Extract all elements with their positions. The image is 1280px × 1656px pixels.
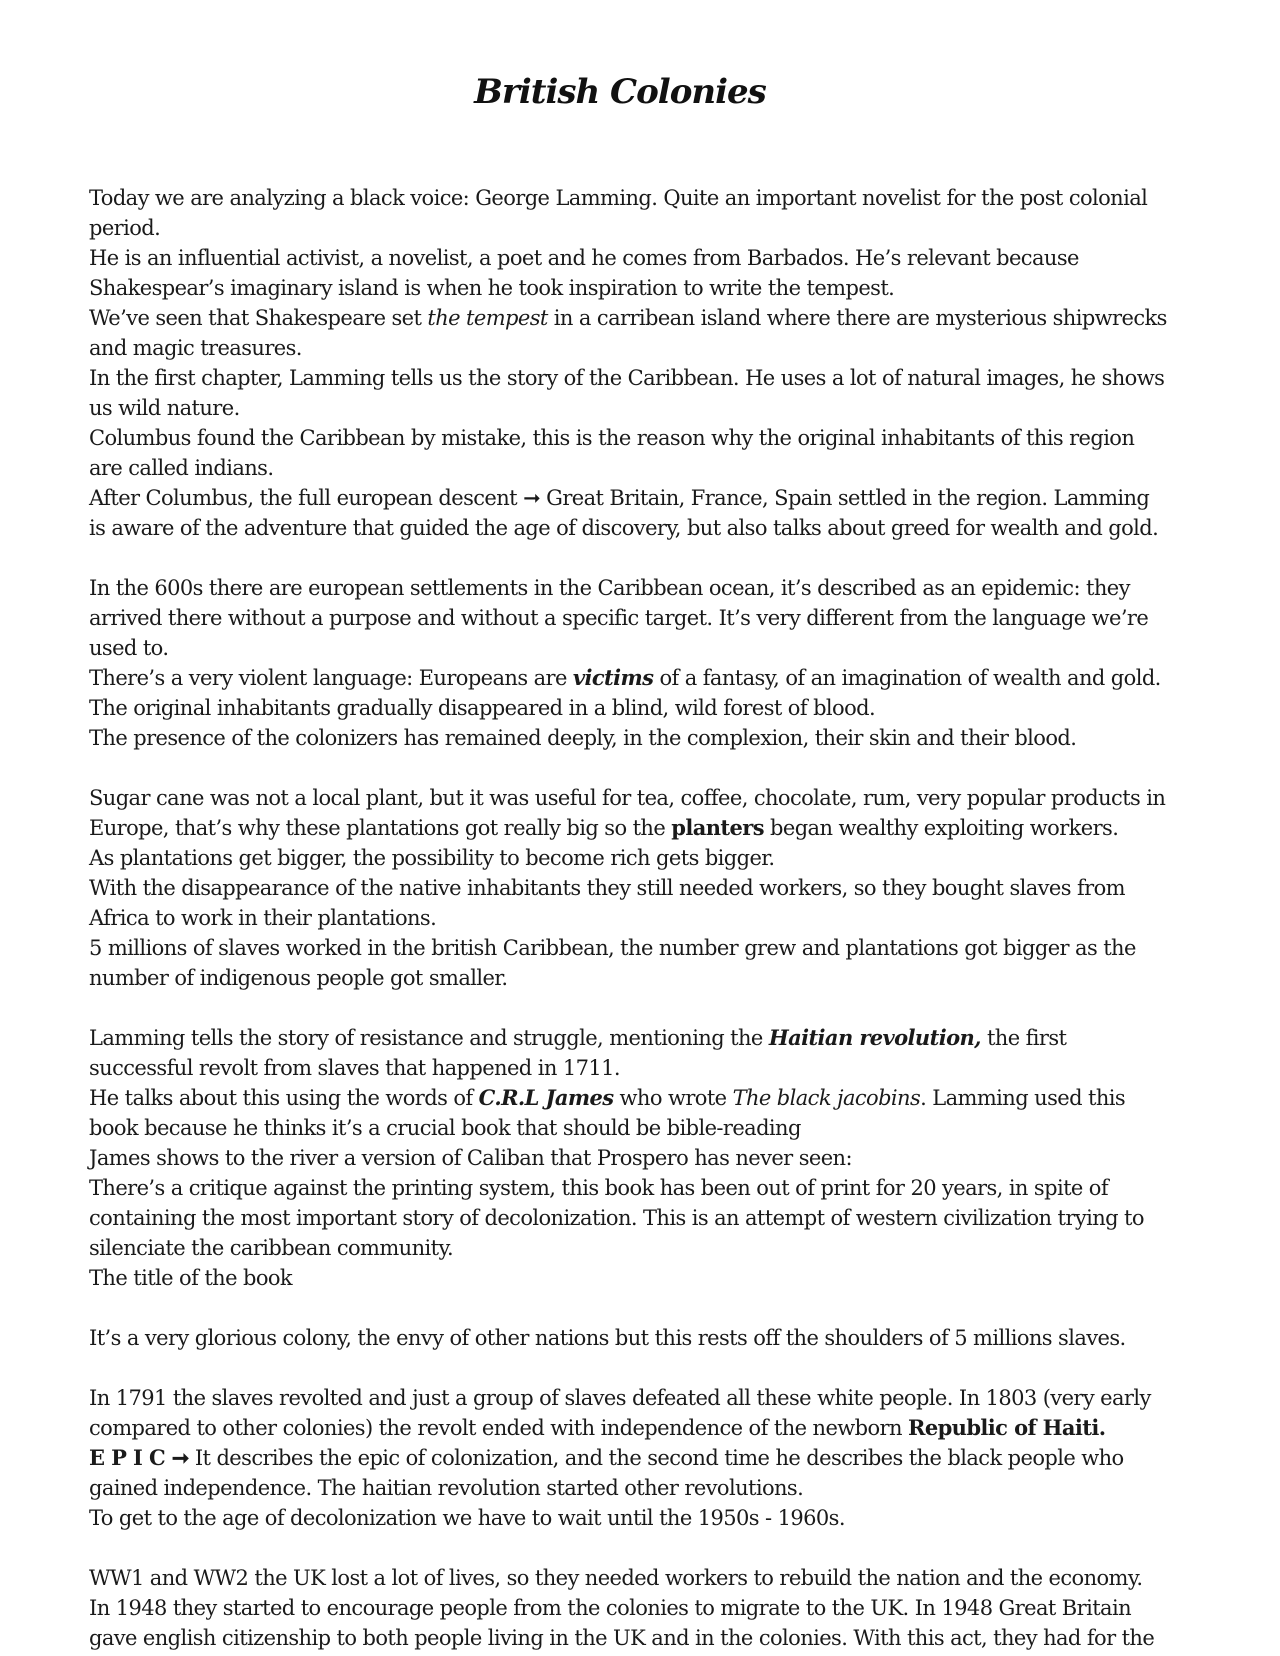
paragraph-gap [89,1353,1169,1383]
paragraph: Today we are analyzing a black voice: George Lamming. Quite an important novelist for the post colonial period. [89,186,1148,240]
text-run: the first successful revolt from slaves that happened in 1711. [89,1026,1067,1080]
paragraph: 5 millions of slaves worked in the british Caribbean, the number grew and plantations got bigger as the number of indigenous people got smaller. [89,936,1136,990]
text-run: Sugar cane was not a local plant, but it was useful for tea, coffee, chocolate, rum, very popular products in Europe, that’s why these plantations got really big so the [89,786,1166,840]
paragraph [89,1383,1169,1443]
text-run: in a carribean island where there are mysterious shipwrecks and magic treasures. [89,306,1167,360]
paragraph: Columbus found the Caribbean by mistake, this is the reason why the original inhabitants of this region are called indians. [89,426,1135,480]
paragraph: The title of the book [89,1266,293,1290]
paragraph: He is an influential activist, a novelist, a poet and he comes from Barbados. He’s relevant because Shakespear’s imaginary island is when he took inspiration to write the tempest. [89,246,1079,300]
paragraph: It’s a very glorious colony, the envy of other nations but this rests off the shoulders of 5 millions slaves. [89,1326,1126,1350]
paragraph: James shows to the river a version of Caliban that Prospero has never seen: [89,1146,852,1170]
emphasis-term: C.R.L James [478,1085,614,1110]
paragraph: There’s a critique against the printing system, this book has been out of print for 20 years, in spite of containing the most important story of decolonization. This is an attempt of western civilization trying to silenciate the caribbean community. [89,1176,1144,1260]
paragraph: WW1 and WW2 the UK lost a lot of lives, so they needed workers to rebuild the nation and the economy. [89,1566,1143,1590]
page-title: British Colonies [474,72,766,112]
paragraph [89,1023,1169,1083]
paragraph [89,783,1169,843]
text-run: There’s a very violent language: Europeans are [89,666,573,690]
paragraph: In 1948 they started to encourage people from the colonies to migrate to the UK. In 1948 Great Britain gave english citizenship to both people living in the UK and in the colonies. With this act, they had for the [89,1596,1155,1650]
paragraph-gap [89,753,1169,783]
bold-term: E P I C ➞ [89,1445,189,1470]
paragraph [89,1083,1169,1143]
paragraph: In the first chapter, Lamming tells us the story of the Caribbean. He uses a lot of natural images, he shows us wild nature. [89,366,1165,420]
text-run: of a fantasy, of an imagination of wealth and gold. The original inhabitants gradually disappeared in a blind, wild forest of blood. [89,666,1161,720]
emphasis-term: Haitian revolution, [768,1025,981,1050]
paragraph-gap [89,543,1169,573]
text-run: In 1791 the slaves revolted and just a group of slaves defeated all these white people. In 1803 (very early compared to other colonies) the revolt ended with independence of the newborn [89,1386,1151,1440]
bold-term: Republic of Haiti. [907,1415,1106,1440]
text-run: Lamming tells the story of resistance and struggle, mentioning the [89,1026,769,1050]
paragraph [89,303,1169,363]
paragraph: To get to the age of decolonization we have to wait until the 1950s - 1960s. [89,1506,845,1530]
paragraph [89,1443,1169,1503]
italic-book-title: The black jacobins [732,1086,921,1110]
italic-book-title: the tempest [427,306,548,330]
text-run: who wrote [613,1086,733,1110]
paragraph: In the 600s there are european settlements in the Caribbean ocean, it’s described as an epidemic: they arrived there without a purpose and without a specific target. It’s very different from the language we’re used to. [89,576,1149,660]
paragraph: The presence of the colonizers has remained deeply, in the complexion, their skin and their blood. [89,726,1077,750]
text-run: It describes the epic of colonization, and the second time he describes the black people who gained independence. The haitian revolution started other revolutions. [89,1446,1124,1500]
paragraph: As plantations get bigger, the possibility to become rich gets bigger. [89,846,775,870]
document-body [89,183,1169,1653]
paragraph-gap [89,1533,1169,1563]
text-run: began wealthy exploiting workers. [763,816,1119,840]
paragraph [89,663,1169,723]
paragraph-gap [89,993,1169,1023]
emphasis-term: victims [572,665,654,690]
text-run: He talks about this using the words of [89,1086,479,1110]
paragraph: With the disappearance of the native inhabitants they still needed workers, so they bought slaves from Africa to work in their plantations. [89,876,1125,930]
text-run: . Lamming used this book because he thinks it’s a crucial book that should be bible-reading [89,1086,1126,1140]
text-run: We’ve seen that Shakespeare set [89,306,428,330]
paragraph: After Columbus, the full european descent ➞ Great Britain, France, Spain settled in the region. Lamming is aware of the adventure that guided the age of discovery, but also talks about greed for wealth and gold. [89,486,1159,540]
bold-term: planters [671,815,764,840]
paragraph-gap [89,1293,1169,1323]
